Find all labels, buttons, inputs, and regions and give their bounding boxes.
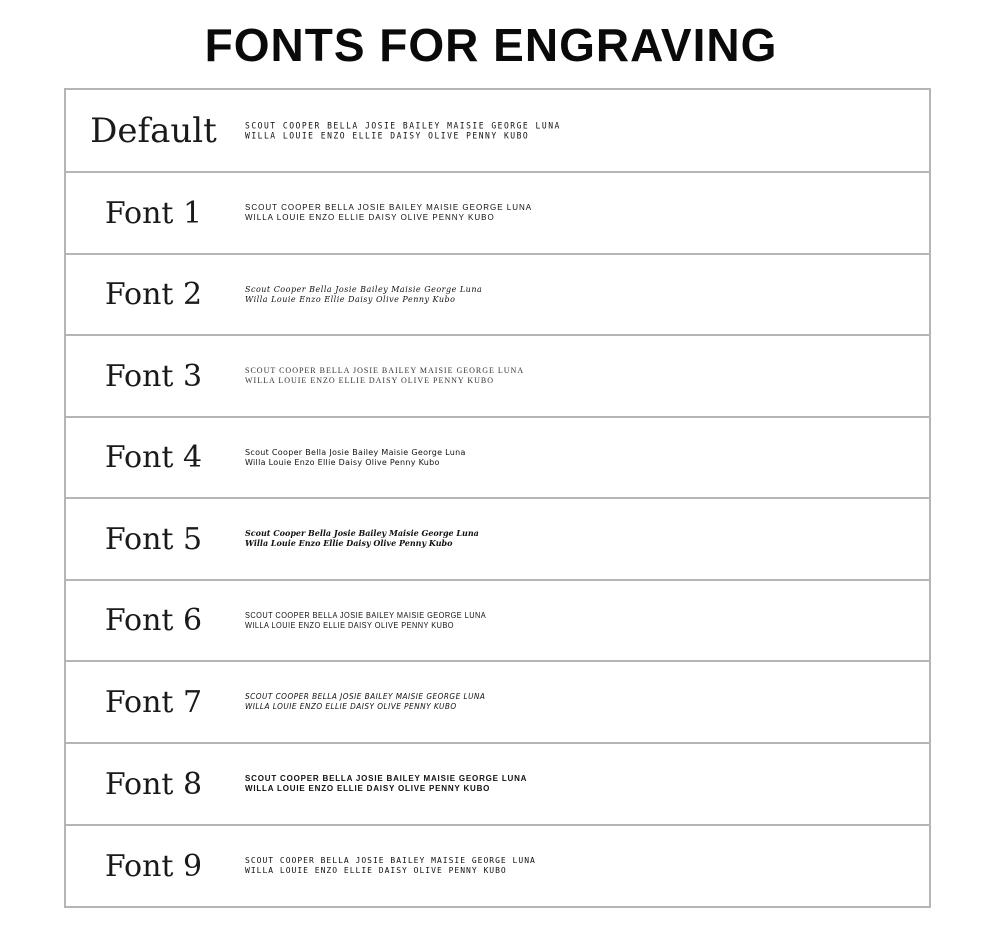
font-label: Font 9 xyxy=(104,848,203,884)
font-sample xyxy=(241,90,927,171)
font-row-6 xyxy=(66,581,929,662)
font-sample xyxy=(241,418,927,497)
sample-line-1: SCOUT COOPER BELLA JOSIE BAILEY MAISIE GEORGE LUNA xyxy=(245,692,486,702)
font-label: Font 2 xyxy=(104,277,203,312)
font-sample xyxy=(241,336,927,416)
font-label: Font 8 xyxy=(104,766,203,802)
font-label: Font 6 xyxy=(104,603,203,638)
font-row-9 xyxy=(66,826,929,906)
sample-line-1: SCOUT COOPER BELLA JOSIE BAILEY MAISIE GEORGE LUNA xyxy=(245,203,533,213)
sample-line-2: Willa Louie Enzo Ellie Daisy Olive Penny Kubo xyxy=(245,457,440,467)
sample-line-1: Scout Cooper Bella Josie Bailey Maisie George Luna xyxy=(245,528,479,539)
font-sample xyxy=(241,581,927,660)
sample-line-1: Scout Cooper Bella Josie Bailey Maisie George Luna xyxy=(245,284,483,294)
sample-line-2: WILLA LOUIE ENZO ELLIE DAISY OLIVE PENNY KUBO xyxy=(245,702,457,711)
sample-line-2: WILLA LOUIE ENZO ELLIE DAISY OLIVE PENNY KUBO xyxy=(245,866,507,875)
font-sample xyxy=(241,662,927,742)
font-label: Font 3 xyxy=(104,358,203,394)
font-row-2 xyxy=(66,255,929,336)
sample-line-2: Willa Louie Enzo Ellie Daisy Olive Penny Kubo xyxy=(245,294,456,304)
font-row-default xyxy=(66,90,929,173)
font-sample xyxy=(241,826,927,906)
font-row-4 xyxy=(66,418,929,499)
font-label: Font 4 xyxy=(104,440,203,475)
sample-line-1: Scout Cooper Bella Josie Bailey Maisie George Luna xyxy=(245,447,466,457)
page-title: FONTS FOR ENGRAVING xyxy=(204,19,778,71)
font-sample xyxy=(241,499,927,579)
sample-line-2: WILLA LOUIE ENZO ELLIE DAISY OLIVE PENNY KUBO xyxy=(245,129,530,141)
font-row-3 xyxy=(66,336,929,418)
font-row-5 xyxy=(66,499,929,581)
sample-line-1: SCOUT COOPER BELLA JOSIE BAILEY MAISIE GEORGE LUNA xyxy=(245,120,561,131)
sample-line-2: WILLA LOUIE ENZO ELLIE DAISY OLIVE PENNY KUBO xyxy=(245,376,495,385)
font-label: Default xyxy=(90,110,217,151)
font-label: Font 1 xyxy=(104,195,203,231)
sample-line-1: SCOUT COOPER BELLA JOSIE BAILEY MAISIE GEORGE LUNA xyxy=(245,856,536,866)
sample-line-1: SCOUT COOPER BELLA JOSIE BAILEY MAISIE GEORGE LUNA xyxy=(245,610,487,620)
font-sample xyxy=(241,255,927,334)
sample-line-2: WILLA LOUIE ENZO ELLIE DAISY OLIVE PENNY KUBO xyxy=(245,784,491,793)
sample-line-2: WILLA LOUIE ENZO ELLIE DAISY OLIVE PENNY KUBO xyxy=(245,213,495,222)
font-row-7 xyxy=(66,662,929,744)
sample-line-2: WILLA LOUIE ENZO ELLIE DAISY OLIVE PENNY KUBO xyxy=(245,620,454,630)
font-label: Font 5 xyxy=(104,521,203,557)
font-sample xyxy=(241,173,927,253)
sample-line-1: SCOUT COOPER BELLA JOSIE BAILEY MAISIE GEORGE LUNA xyxy=(245,774,528,784)
font-sample xyxy=(241,744,927,824)
font-sample-table xyxy=(64,88,931,908)
font-label: Font 7 xyxy=(104,684,203,720)
sample-line-1: SCOUT COOPER BELLA JOSIE BAILEY MAISIE GEORGE LUNA xyxy=(245,366,525,376)
font-row-1 xyxy=(66,173,929,255)
font-row-8 xyxy=(66,744,929,826)
sample-line-2: Willa Louie Enzo Ellie Daisy Olive Penny Kubo xyxy=(245,538,453,548)
